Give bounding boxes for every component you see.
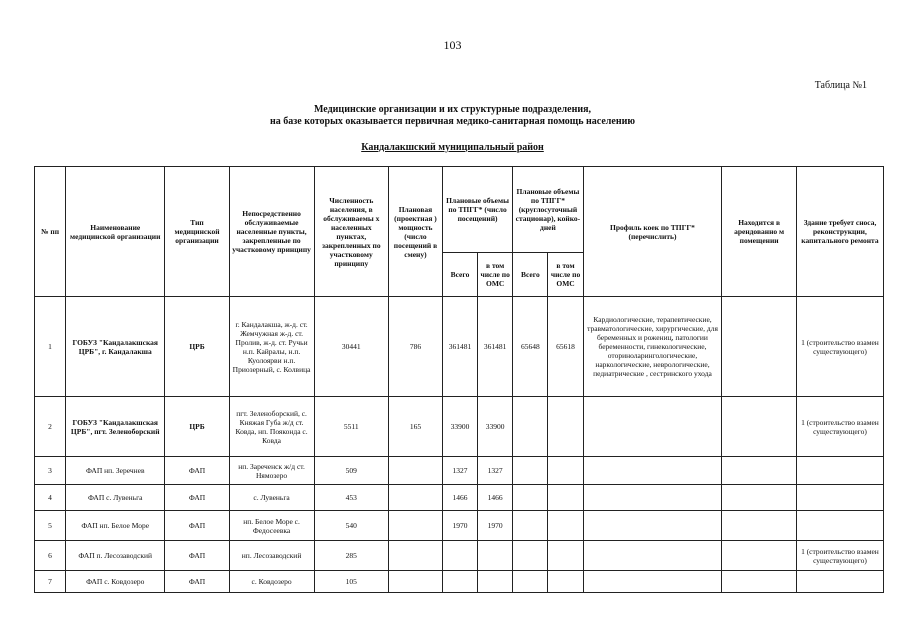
header-visits-total: Всего	[442, 253, 477, 297]
cell-profile: Кардиологические, терапевтические, травматологические, хирургические, для беременных и рожениц, патологии беременности, гинекологические, оториноларингологические, наркологические, неврологические, педиатрические , сестринского ухода	[583, 297, 722, 397]
cell-num: 2	[35, 397, 66, 457]
header-points: Непосредственно обслуживаемые населенные пункты, закрепленные по участковому принципу	[229, 167, 314, 297]
table-row	[35, 571, 884, 593]
cell-rebuild	[796, 457, 883, 485]
cell-name: ФАП нп. Зеречнев	[66, 457, 165, 485]
cell-type: ФАП	[165, 485, 229, 511]
cell-rebuild	[796, 511, 883, 541]
cell-visits-oms: 1466	[478, 485, 513, 511]
cell-profile	[583, 571, 722, 593]
district-heading: Кандалакшский муниципальный район	[361, 142, 544, 153]
header-type: Тип медицинской организации	[165, 167, 229, 297]
cell-num: 7	[35, 571, 66, 593]
cell-points: нп. Белое Море с. Федосеевка	[229, 511, 314, 541]
cell-type: ФАП	[165, 541, 229, 571]
cell-beds-oms	[548, 457, 583, 485]
cell-capacity	[389, 457, 443, 485]
cell-type: ЦРБ	[165, 397, 229, 457]
cell-population: 105	[314, 571, 389, 593]
cell-capacity	[389, 485, 443, 511]
table-row	[35, 511, 884, 541]
cell-beds-oms	[548, 571, 583, 593]
cell-capacity	[389, 511, 443, 541]
header-visits: Плановые объемы по ТПГГ* (число посещений)	[442, 167, 512, 253]
cell-population: 30441	[314, 297, 389, 397]
header-capacity: Плановая (проектная ) мощность (число посещений в смену)	[389, 167, 443, 297]
table-row	[35, 541, 884, 571]
cell-type: ЦРБ	[165, 297, 229, 397]
cell-beds-total	[513, 485, 548, 511]
cell-rented	[722, 511, 797, 541]
cell-rented	[722, 541, 797, 571]
cell-visits-oms	[478, 571, 513, 593]
cell-points: с. Ковдозеро	[229, 571, 314, 593]
cell-rented	[722, 485, 797, 511]
header-visits-oms: в том числе по ОМС	[478, 253, 513, 297]
cell-points: пгт. Зеленоборский, с. Княжая Губа ж/д ст. Ковда, нп. Пояконда с. Ковда	[229, 397, 314, 457]
header-profile: Профиль коек по ТПГГ* (перечислить)	[583, 167, 722, 297]
document-title	[0, 104, 905, 128]
cell-visits-oms: 361481	[478, 297, 513, 397]
title-line-1: Медицинские организации и их структурные подразделения,	[314, 104, 591, 115]
cell-visits-total: 33900	[442, 397, 477, 457]
header-beds-oms: в том числе по ОМС	[548, 253, 583, 297]
cell-visits-total: 361481	[442, 297, 477, 397]
cell-beds-oms	[548, 485, 583, 511]
cell-beds-oms	[548, 511, 583, 541]
cell-visits-oms: 33900	[478, 397, 513, 457]
cell-visits-total: 1970	[442, 511, 477, 541]
table-label: Таблица №1	[814, 80, 867, 91]
cell-population: 540	[314, 511, 389, 541]
cell-points: нп. Зареченск ж/д ст. Нямозеро	[229, 457, 314, 485]
cell-rebuild	[796, 571, 883, 593]
cell-visits-oms	[478, 541, 513, 571]
cell-beds-oms	[548, 541, 583, 571]
cell-name: ГОБУЗ "Кандалакшская ЦРБ", г. Кандалакша	[66, 297, 165, 397]
cell-num: 3	[35, 457, 66, 485]
cell-beds-total: 65648	[513, 297, 548, 397]
table-row	[35, 397, 884, 457]
cell-rebuild: 1 (строительство взамен существующего)	[796, 541, 883, 571]
cell-name: ФАП п. Лесозаводский	[66, 541, 165, 571]
cell-visits-oms: 1970	[478, 511, 513, 541]
cell-rebuild: 1 (строительство взамен существующего)	[796, 297, 883, 397]
cell-visits-oms: 1327	[478, 457, 513, 485]
cell-profile	[583, 457, 722, 485]
cell-profile	[583, 397, 722, 457]
header-beds-total: Всего	[513, 253, 548, 297]
cell-rebuild: 1 (строительство взамен существующего)	[796, 397, 883, 457]
cell-visits-total	[442, 571, 477, 593]
organizations-table	[34, 166, 884, 593]
cell-capacity: 165	[389, 397, 443, 457]
cell-points: нп. Лесозаводский	[229, 541, 314, 571]
cell-rented	[722, 397, 797, 457]
cell-beds-total	[513, 457, 548, 485]
cell-profile	[583, 485, 722, 511]
page-number: 103	[443, 38, 462, 52]
cell-rebuild	[796, 485, 883, 511]
cell-num: 1	[35, 297, 66, 397]
cell-beds-oms	[548, 397, 583, 457]
cell-name: ГОБУЗ "Кандалакшская ЦРБ", пгт. Зеленоборский	[66, 397, 165, 457]
cell-population: 509	[314, 457, 389, 485]
cell-profile	[583, 511, 722, 541]
cell-population: 453	[314, 485, 389, 511]
cell-beds-total	[513, 511, 548, 541]
cell-capacity	[389, 541, 443, 571]
cell-visits-total	[442, 541, 477, 571]
cell-rented	[722, 297, 797, 397]
cell-rented	[722, 457, 797, 485]
cell-type: ФАП	[165, 571, 229, 593]
cell-rented	[722, 571, 797, 593]
cell-capacity: 786	[389, 297, 443, 397]
cell-beds-oms: 65618	[548, 297, 583, 397]
cell-num: 6	[35, 541, 66, 571]
cell-beds-total	[513, 571, 548, 593]
header-num: № пп	[35, 167, 66, 297]
cell-num: 4	[35, 485, 66, 511]
table-row	[35, 457, 884, 485]
cell-population: 285	[314, 541, 389, 571]
cell-capacity	[389, 571, 443, 593]
title-line-2: на базе которых оказывается первичная медико-санитарная помощь населению	[270, 116, 635, 127]
cell-name: ФАП с. Лувеньга	[66, 485, 165, 511]
cell-type: ФАП	[165, 457, 229, 485]
cell-points: г. Кандалакша, ж-д. ст. Жемчужная ж-д. ст. Пролив, ж-д. ст. Ручьи н.п. Кайралы, н.п. Куолоярви н.п. Приозерный, с. Колвица	[229, 297, 314, 397]
header-name: Наименование медицинской организации	[66, 167, 165, 297]
cell-visits-total: 1327	[442, 457, 477, 485]
cell-points: с. Лувеньга	[229, 485, 314, 511]
cell-profile	[583, 541, 722, 571]
header-beddays: Плановые объемы по ТПГГ* (круглосуточный стационар), койко-дней	[513, 167, 583, 253]
header-rebuild: Здание требует сноса, реконструкции, капитального ремонта	[796, 167, 883, 297]
table-row	[35, 485, 884, 511]
header-population: Численность населения, в обслуживаемы х населенных пунктах, закрепленных по участковому принципу	[314, 167, 389, 297]
cell-name: ФАП нп. Белое Море	[66, 511, 165, 541]
header-rented: Находится в арендованно м помещении	[722, 167, 797, 297]
cell-visits-total: 1466	[442, 485, 477, 511]
cell-population: 5511	[314, 397, 389, 457]
table-row	[35, 297, 884, 397]
cell-beds-total	[513, 397, 548, 457]
cell-type: ФАП	[165, 511, 229, 541]
cell-beds-total	[513, 541, 548, 571]
cell-num: 5	[35, 511, 66, 541]
cell-name: ФАП с. Ковдозеро	[66, 571, 165, 593]
